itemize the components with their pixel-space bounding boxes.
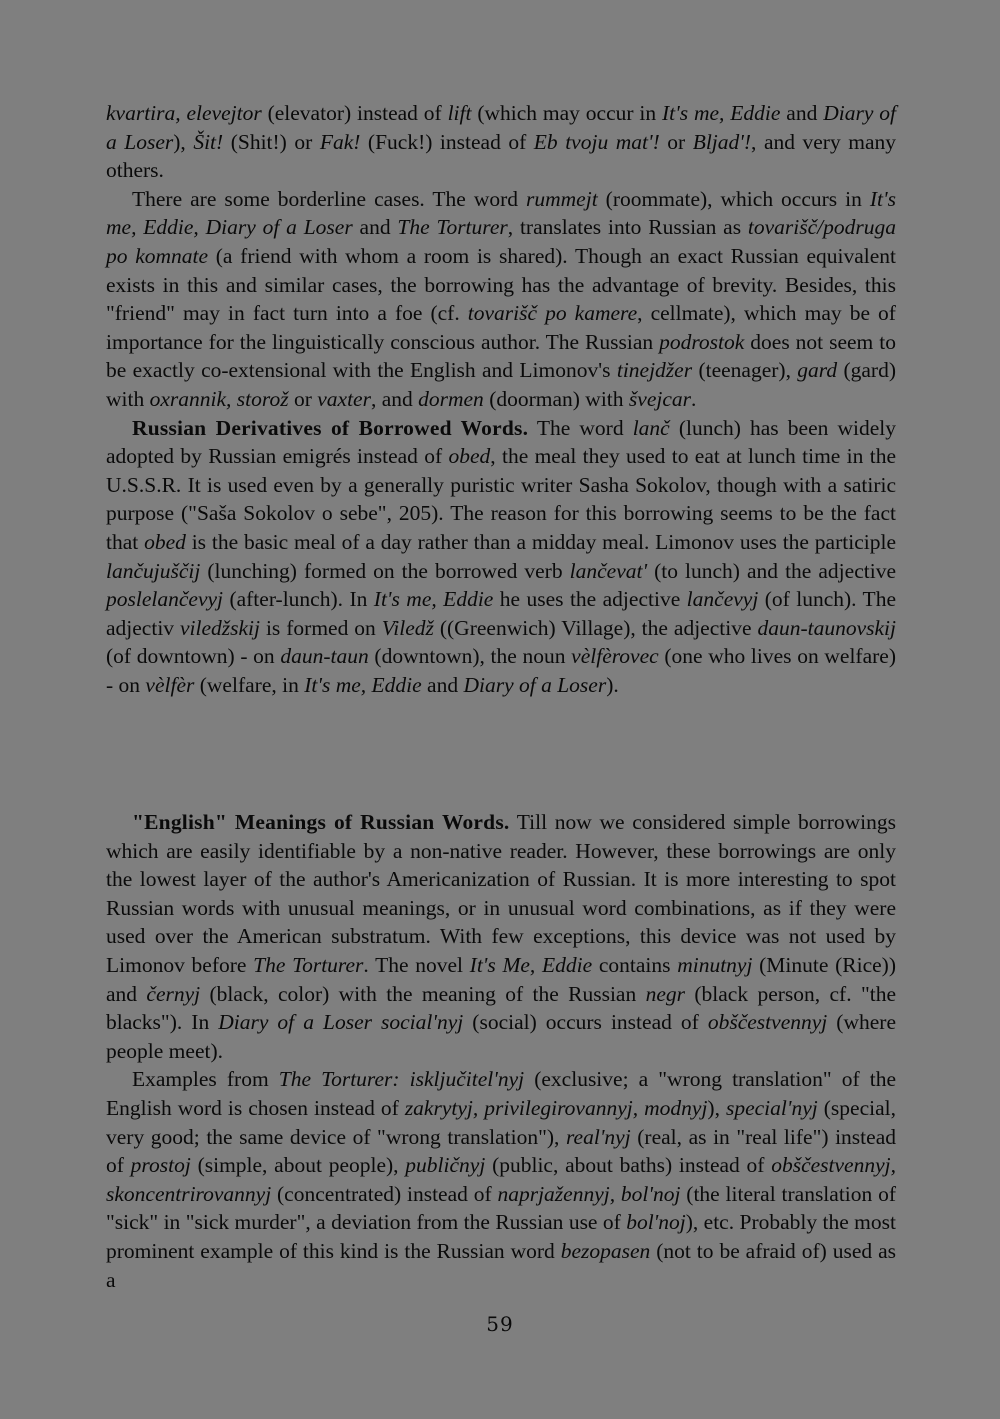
italic-term: It's Me, Eddie bbox=[469, 952, 593, 977]
text-run: and bbox=[352, 215, 398, 240]
text-run: (lunch) has been widely adopted by Russian emigrés instead of bbox=[106, 415, 896, 469]
text-run: (where people meet). bbox=[106, 1010, 896, 1063]
text-run: . The novel bbox=[363, 952, 470, 977]
text-run: (one who lives on welfare) - on bbox=[106, 644, 896, 697]
text-run: (real, as in "real life") instead of bbox=[106, 1124, 896, 1178]
text-run: or bbox=[659, 129, 693, 154]
text-run: (welfare, in bbox=[194, 672, 305, 697]
text-run: (black, color) with the meaning of the Russian bbox=[200, 981, 646, 1006]
italic-term: vèlfèrovec bbox=[571, 644, 659, 669]
text-run: (not to be afraid of) used as a bbox=[106, 1238, 896, 1292]
italic-term: Diary of a Loser bbox=[106, 101, 896, 154]
text-run: (simple, about people), bbox=[190, 1153, 406, 1178]
italic-term: tinejdžer bbox=[616, 358, 693, 383]
text-run: and bbox=[780, 101, 824, 125]
italic-term: podrostok bbox=[659, 329, 745, 354]
text-run: (Minute (Rice)) and bbox=[106, 952, 896, 1006]
italic-term: negr bbox=[645, 981, 686, 1006]
italic-term: publičnyj bbox=[405, 1153, 486, 1178]
text-run: (downtown), the noun bbox=[368, 644, 572, 669]
italic-term: minutnyj bbox=[677, 952, 753, 977]
text-run: and bbox=[421, 672, 464, 697]
italic-term: Diary of a Loser bbox=[463, 672, 607, 697]
text-run: The word bbox=[528, 415, 633, 440]
italic-term: obščestvennyj bbox=[707, 1010, 828, 1035]
text-run: is formed on bbox=[260, 615, 382, 640]
italic-term: poslelančevyj bbox=[106, 587, 224, 612]
italic-term: kvartira, elevejtor bbox=[106, 101, 262, 125]
italic-term: dormen bbox=[418, 386, 484, 411]
text-run: (to lunch) and the adjective bbox=[647, 558, 896, 583]
text-run: . bbox=[691, 386, 697, 411]
text-run: ), bbox=[173, 129, 194, 154]
italic-term: daun-taun bbox=[280, 644, 369, 669]
text-run: (public, about baths) instead of bbox=[485, 1153, 772, 1178]
italic-term: naprjažennyj, bol'noj bbox=[497, 1181, 681, 1206]
italic-term: vaxter bbox=[317, 386, 371, 411]
italic-term: The Torturer: isključitel'nyj bbox=[278, 1067, 525, 1092]
italic-term: černyj bbox=[146, 981, 201, 1006]
italic-term: real'nyj bbox=[565, 1124, 631, 1149]
text-block-bottom bbox=[106, 808, 896, 1294]
italic-term: special'nyj bbox=[725, 1095, 818, 1120]
text-run: (of lunch). The adjectiv bbox=[106, 587, 896, 640]
text-run: does not seem to be exactly co-extensional with the English and Limonov's bbox=[106, 329, 896, 383]
italic-term: It's me, Eddie bbox=[304, 672, 422, 697]
italic-term: Bljad'! bbox=[692, 129, 752, 154]
text-run: Examples from bbox=[132, 1067, 279, 1092]
text-run: (a friend with whom a room is shared). Though an exact Russian equivalent exists in this and similar cases, the borrowing has the advantage of brevity. Besides, this "friend" may in fact turn into a foe (cf. bbox=[106, 243, 896, 326]
italic-term: Viledž bbox=[381, 615, 434, 640]
text-run: (social) occurs instead of bbox=[463, 1010, 708, 1035]
italic-term: lanč bbox=[632, 415, 670, 440]
italic-term: viledžskij bbox=[180, 615, 261, 640]
text-run: (special, very good; the same device of "wrong translation"), bbox=[106, 1095, 896, 1149]
text-run: (the literal translation of "sick" in "sick murder", a deviation from the Russian use of bbox=[106, 1181, 897, 1235]
section-heading: "English" Meanings of Russian Words. bbox=[132, 810, 510, 834]
text-run: ), bbox=[707, 1095, 726, 1120]
text-run: (concentrated) instead of bbox=[271, 1181, 498, 1206]
text-run: (doorman) with bbox=[483, 386, 629, 411]
italic-term: obed bbox=[144, 529, 186, 554]
italic-term: The Torturer bbox=[253, 952, 364, 977]
italic-term: It's me, Eddie bbox=[662, 101, 781, 125]
text-run: ), etc. Probably the most prominent example of this kind is the Russian word bbox=[106, 1210, 896, 1263]
text-block-top bbox=[106, 99, 896, 699]
section-heading: Russian Derivatives of Borrowed Words. bbox=[132, 415, 529, 440]
text-run: (after-lunch). In bbox=[223, 587, 374, 612]
text-run: Till now we considered simple borrowings which are easily identifiable by a non-native reader. However, these borrowings are only the lowest layer of the author's Americanization of Russian. It is more interesting to spot Russian words with unusual meanings, or in unusual word combinations, as if they were used over the American substratum. With few exceptions, this device was not used by Limonov before bbox=[106, 810, 896, 977]
text-run: , and very many others. bbox=[106, 129, 897, 183]
italic-term: obščestvennyj, skoncentrirovannyj bbox=[106, 1153, 896, 1206]
italic-term: prostoj bbox=[130, 1153, 191, 1178]
text-run: he uses the adjective bbox=[493, 587, 687, 612]
text-run: (Fuck!) instead of bbox=[360, 129, 534, 154]
italic-term: It's me, Eddie, Diary of a Loser bbox=[106, 186, 896, 240]
text-run: ). bbox=[606, 672, 619, 697]
italic-term: oxrannik, storož bbox=[149, 386, 289, 411]
paragraph bbox=[106, 1065, 896, 1294]
page-number: 59 bbox=[486, 1312, 514, 1336]
text-run: contains bbox=[592, 952, 678, 977]
text-run: is the basic meal of a day rather than a midday meal. Limonov uses the participle bbox=[185, 529, 896, 554]
italic-term: tovarišč po kamere bbox=[467, 301, 638, 326]
italic-term: daun-taunovskij bbox=[757, 615, 896, 640]
italic-term: Šit! bbox=[193, 129, 224, 154]
italic-term: zakrytyj, privilegirovannyj, modnyj bbox=[404, 1095, 708, 1120]
italic-term: obed bbox=[448, 444, 491, 469]
italic-term: The Torturer bbox=[397, 215, 508, 240]
text-run: (teenager), bbox=[692, 358, 798, 383]
text-run: (which may occur in bbox=[471, 101, 662, 125]
italic-term: lančevat' bbox=[569, 558, 648, 583]
paragraph bbox=[106, 185, 896, 414]
section-paragraph-russian-derivatives bbox=[106, 414, 896, 700]
paragraph bbox=[106, 99, 896, 185]
italic-term: tovarišč/podruga po komnate bbox=[106, 215, 896, 268]
text-run: , and bbox=[370, 386, 419, 411]
text-run: ((Greenwich) Village), the adjective bbox=[433, 615, 758, 640]
text-run: (gard) with bbox=[106, 358, 896, 411]
italic-term: gard bbox=[797, 358, 838, 383]
italic-term: bezopasen bbox=[560, 1238, 651, 1263]
italic-term: lančevyj bbox=[686, 587, 759, 612]
section-paragraph-english-meanings bbox=[106, 808, 896, 1065]
text-run: (Shit!) or bbox=[223, 129, 320, 154]
text-run: or bbox=[288, 386, 318, 411]
text-run: (of downtown) - on bbox=[106, 644, 281, 669]
italic-term: lančujuščij bbox=[106, 558, 201, 583]
italic-term: Diary of a Loser social'nyj bbox=[218, 1010, 464, 1035]
text-run: , cellmate), which may be of importance for the linguistically conscious author. The Russian bbox=[106, 301, 896, 354]
text-run: There are some borderline cases. The word bbox=[132, 186, 527, 211]
italic-term: Fak! bbox=[319, 129, 361, 154]
italic-term: lift bbox=[447, 101, 472, 125]
text-run: (roommate), which occurs in bbox=[597, 186, 870, 211]
italic-term: It's me, Eddie bbox=[373, 587, 494, 612]
text-run: (exclusive; a "wrong translation" of the English word is chosen instead of bbox=[106, 1067, 896, 1120]
italic-term: rummejt bbox=[526, 186, 598, 211]
italic-term: bol'noj bbox=[626, 1210, 686, 1235]
text-run: (elevator) instead of bbox=[261, 101, 448, 125]
text-run: , translates into Russian as bbox=[507, 215, 748, 240]
italic-term: Eb tvoju mat'! bbox=[533, 129, 660, 154]
text-run: , the meal they used to eat at lunch time in the U.S.S.R. It is used even by a generally puristic writer Sasha Sokolov, though with a satiric purpose ("Saša Sokolov o sebe", 205). The reason for this borrowing seems to be the fact that bbox=[106, 444, 896, 554]
text-run: (lunching) formed on the borrowed verb bbox=[200, 558, 570, 583]
text-run: (black person, cf. "the blacks"). In bbox=[106, 981, 896, 1035]
italic-term: vèlfèr bbox=[145, 672, 195, 697]
italic-term: švejcar bbox=[628, 386, 691, 411]
